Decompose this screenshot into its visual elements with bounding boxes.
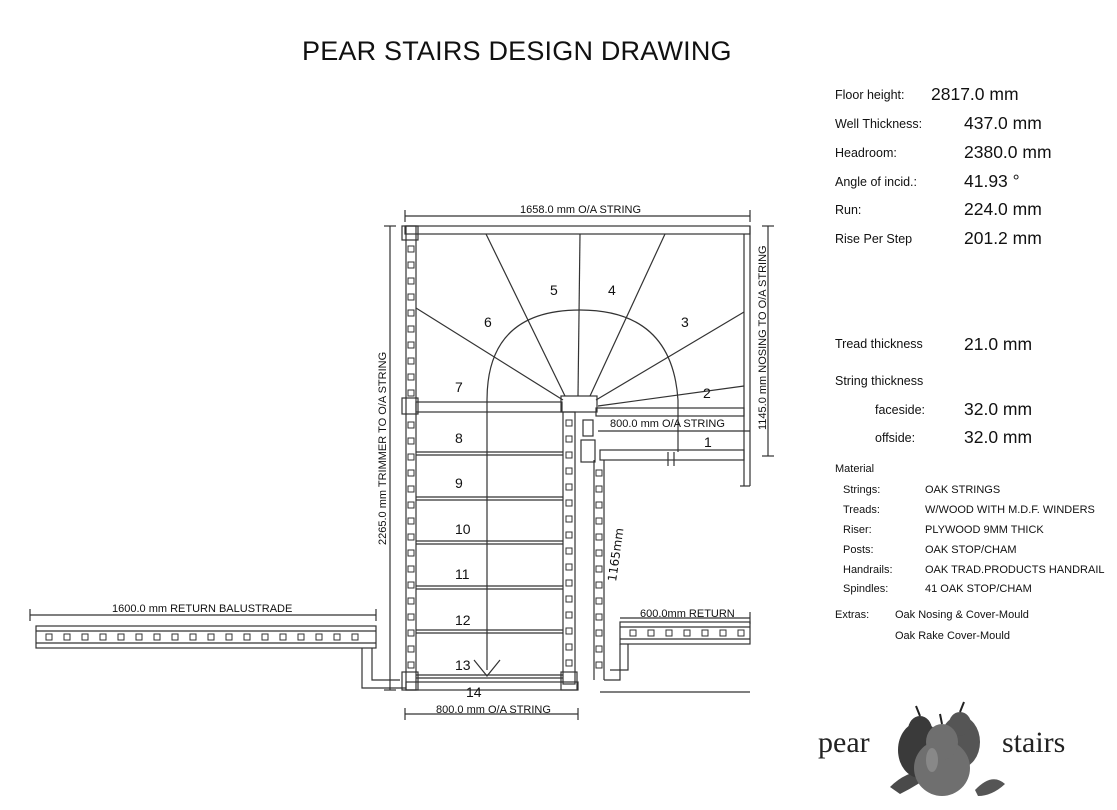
material-value: PLYWOOD 9MM THICK xyxy=(925,524,1044,536)
dim-top-label: 1658.0 mm O/A STRING xyxy=(520,204,642,216)
spindle xyxy=(136,634,142,640)
rise-label: Rise Per Step xyxy=(835,232,913,246)
bottom-string xyxy=(406,682,578,690)
step-number: 10 xyxy=(455,521,471,537)
dim-return-left-label: 1600.0 mm RETURN BALUSTRADE xyxy=(112,603,293,615)
spindle xyxy=(596,614,602,620)
dim-return-right-label: 600.0mm RETURN xyxy=(640,608,735,620)
material-value: 41 OAK STOP/CHAM xyxy=(925,583,1032,595)
spindle xyxy=(408,550,414,556)
spindle xyxy=(262,634,268,640)
spindle xyxy=(408,534,414,540)
offside-label: offside: xyxy=(875,431,916,445)
spindle xyxy=(82,634,88,640)
spindle xyxy=(172,634,178,640)
spindle xyxy=(208,634,214,640)
spindle xyxy=(408,502,414,508)
spindle xyxy=(408,310,414,316)
material-value: OAK STOP/CHAM xyxy=(925,544,1017,556)
winder-line xyxy=(486,234,565,396)
spindle xyxy=(408,278,414,284)
spindle xyxy=(596,550,602,556)
dim-bottom-label: 800.0 mm O/A STRING xyxy=(436,704,551,716)
spindle xyxy=(596,630,602,636)
floor-height-label: Floor height: xyxy=(835,88,905,102)
spindle xyxy=(352,634,358,640)
spindle xyxy=(630,630,636,636)
extras-item: Oak Nosing & Cover-Mould xyxy=(895,609,1029,621)
winder-line xyxy=(596,312,744,400)
spindle xyxy=(596,566,602,572)
angle-label: Angle of incid.: xyxy=(835,175,917,189)
spindle xyxy=(408,262,414,268)
dim-left-label: 2265.0 mm TRIMMER TO O/A STRING xyxy=(377,351,389,545)
spindle xyxy=(596,534,602,540)
tread-2-nosing xyxy=(596,408,744,416)
dim-right-label: 1145.0 mm NOSING TO O/A STRING xyxy=(757,245,769,430)
post-cap xyxy=(583,420,593,436)
spindle xyxy=(408,246,414,252)
step-number: 3 xyxy=(681,314,689,330)
spindle xyxy=(566,468,572,474)
spindle xyxy=(408,662,414,668)
material-value: W/WOOD WITH M.D.F. WINDERS xyxy=(925,504,1095,516)
material-label: Riser: xyxy=(843,524,872,536)
spindle xyxy=(408,342,414,348)
material-label: Handrails: xyxy=(843,564,893,576)
winder-line xyxy=(590,234,665,396)
spindle xyxy=(566,452,572,458)
spindle xyxy=(100,634,106,640)
winder-line xyxy=(578,234,580,396)
offside-value: 32.0 mm xyxy=(964,427,1033,447)
step-number: 5 xyxy=(550,282,558,298)
material-label: Posts: xyxy=(843,544,874,556)
faceside-label: faceside: xyxy=(875,403,926,417)
return-balustrade-left xyxy=(36,626,376,648)
spindle xyxy=(408,422,414,428)
material-label: Spindles: xyxy=(843,583,889,595)
tread-thickness-value: 21.0 mm xyxy=(964,334,1033,354)
spindle xyxy=(408,614,414,620)
spindle xyxy=(226,634,232,640)
spindle xyxy=(566,612,572,618)
top-string xyxy=(405,226,750,234)
run-label: Run: xyxy=(835,203,862,217)
spindle xyxy=(408,566,414,572)
return-link-left xyxy=(362,648,406,688)
spindle xyxy=(720,630,726,636)
spindle xyxy=(566,580,572,586)
spindle xyxy=(566,660,572,666)
step-number: 6 xyxy=(484,314,492,330)
step-number: 1 xyxy=(704,434,712,450)
step-number: 7 xyxy=(455,379,463,395)
run-value: 224.0 mm xyxy=(964,199,1042,219)
step-number: 14 xyxy=(466,684,482,700)
spindle xyxy=(408,598,414,604)
spindle xyxy=(596,662,602,668)
spindle xyxy=(46,634,52,640)
newel-post-mid xyxy=(581,440,595,462)
tread-1-nosing xyxy=(600,450,744,460)
spindle xyxy=(190,634,196,640)
spindle xyxy=(408,326,414,332)
spindle xyxy=(566,644,572,650)
rise-value: 201.2 mm xyxy=(964,228,1042,248)
page-title: PEAR STAIRS DESIGN DRAWING xyxy=(302,36,732,66)
walkline-arc xyxy=(487,310,678,400)
floor-height-value: 2817.0 mm xyxy=(931,84,1019,104)
well-thickness-label: Well Thickness: xyxy=(835,117,923,131)
step-number: 8 xyxy=(455,430,463,446)
spindle xyxy=(566,548,572,554)
angle-value: 41.93 ° xyxy=(964,171,1020,191)
spindle xyxy=(596,646,602,652)
newel-post-top xyxy=(561,396,597,412)
spindle xyxy=(154,634,160,640)
material-value: OAK TRAD.PRODUCTS HANDRAIL xyxy=(925,564,1105,576)
handwritten-dimension: 1165mm xyxy=(605,527,627,583)
spindle xyxy=(566,516,572,522)
step-number: 11 xyxy=(455,566,470,582)
material-heading: Material xyxy=(835,463,875,475)
spindle xyxy=(596,486,602,492)
spindle xyxy=(64,634,70,640)
step-number: 2 xyxy=(703,385,711,401)
return-link-left xyxy=(372,648,400,680)
spindle xyxy=(408,358,414,364)
spindle xyxy=(596,598,602,604)
winder-line xyxy=(598,386,744,406)
faceside-value: 32.0 mm xyxy=(964,399,1033,419)
spindle xyxy=(408,518,414,524)
spindle xyxy=(566,484,572,490)
tread-7-nosing xyxy=(416,402,562,412)
spindle xyxy=(316,634,322,640)
extras-label: Extras: xyxy=(835,609,870,621)
spindle xyxy=(408,374,414,380)
spindle xyxy=(298,634,304,640)
spindle xyxy=(566,420,572,426)
spindle xyxy=(702,630,708,636)
spindle xyxy=(244,634,250,640)
spindle xyxy=(566,564,572,570)
dim-mid-label: 800.0 mm O/A STRING xyxy=(610,418,725,430)
spindle xyxy=(408,486,414,492)
spindle xyxy=(566,596,572,602)
material-label: Treads: xyxy=(843,504,880,516)
spindle xyxy=(566,500,572,506)
spindle xyxy=(408,582,414,588)
spindle xyxy=(334,634,340,640)
extras-item: Oak Rake Cover-Mould xyxy=(895,630,1010,642)
string-thickness-label: String thickness xyxy=(835,374,924,388)
spindle xyxy=(596,470,602,476)
spindle xyxy=(566,532,572,538)
headroom-label: Headroom: xyxy=(835,146,897,160)
logo-stairs-text: stairs xyxy=(1002,726,1066,759)
material-value: OAK STRINGS xyxy=(925,484,1001,496)
return-balustrade-right xyxy=(620,622,750,644)
spindle xyxy=(566,436,572,442)
well-thickness-value: 437.0 mm xyxy=(964,113,1042,133)
spindle xyxy=(408,390,414,396)
spindle xyxy=(596,502,602,508)
spindle xyxy=(408,454,414,460)
step-number: 13 xyxy=(455,657,471,673)
spindle xyxy=(684,630,690,636)
spindle xyxy=(408,438,414,444)
spindle xyxy=(648,630,654,636)
spindle xyxy=(408,470,414,476)
spindle xyxy=(596,518,602,524)
spindle xyxy=(738,630,744,636)
tread-thickness-label: Tread thickness xyxy=(835,337,923,351)
step-number: 12 xyxy=(455,612,471,628)
spindle xyxy=(118,634,124,640)
spindle xyxy=(596,582,602,588)
headroom-value: 2380.0 mm xyxy=(964,142,1052,162)
return-link-right xyxy=(604,644,620,680)
spindle xyxy=(666,630,672,636)
spindle xyxy=(408,646,414,652)
spindle xyxy=(280,634,286,640)
step-number: 4 xyxy=(608,282,616,298)
spindle xyxy=(408,630,414,636)
spindle xyxy=(566,628,572,634)
material-label: Strings: xyxy=(843,484,881,496)
logo-pear-text: pear xyxy=(818,726,870,759)
spindle xyxy=(408,294,414,300)
step-number: 9 xyxy=(455,475,463,491)
return-link-right xyxy=(610,644,628,670)
